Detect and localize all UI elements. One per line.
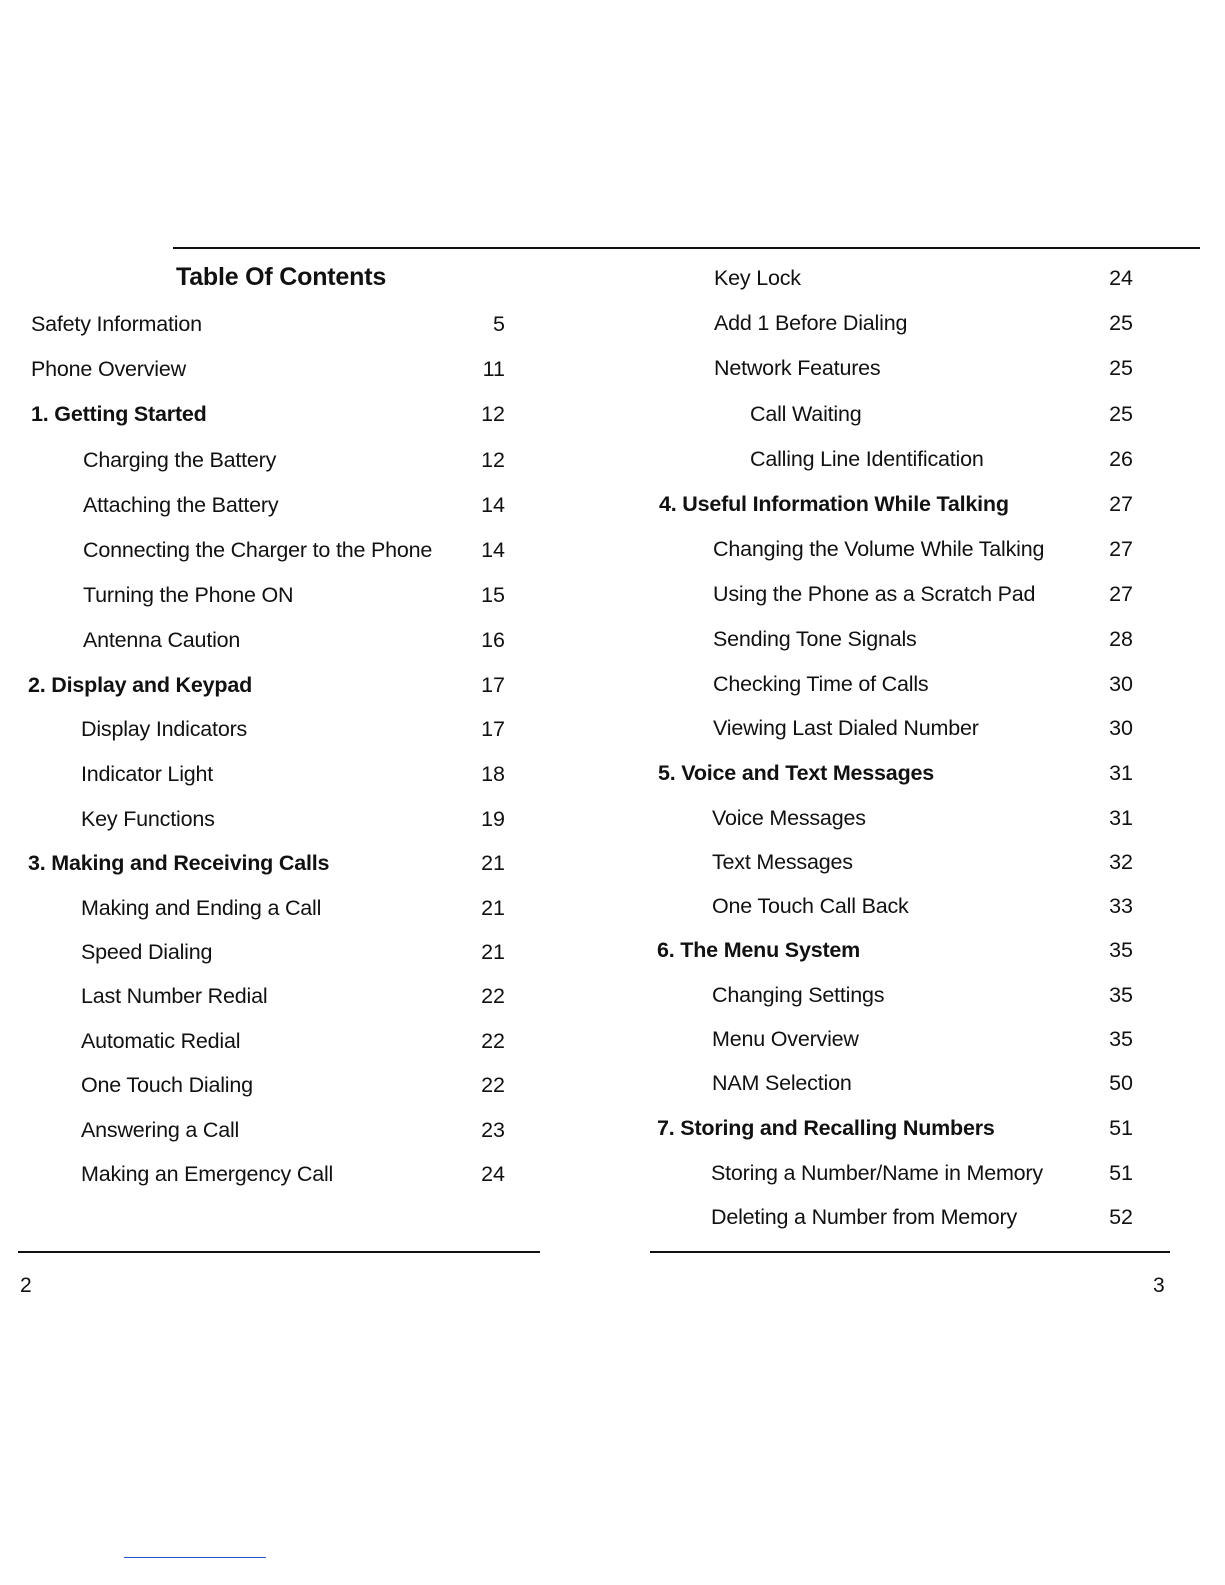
toc-left-entry-page-number: 22	[481, 1073, 505, 1097]
page-number-right: 3	[1153, 1274, 1165, 1297]
toc-right-entry-title: Text Messages	[712, 850, 853, 874]
toc-left-entry-title: Charging the Battery	[83, 448, 277, 472]
toc-right-entry-page-number: 25	[1109, 311, 1133, 335]
toc-right-entry-page-number: 52	[1109, 1205, 1133, 1229]
toc-right-entry-page-number: 24	[1109, 266, 1133, 290]
bottom-rule-right	[650, 1251, 1170, 1253]
toc-right-entry-page-number: 32	[1109, 850, 1133, 874]
toc-title: Table Of Contents	[176, 263, 387, 291]
toc-left-entry-title: Making an Emergency Call	[81, 1162, 334, 1186]
toc-right-entry-title: NAM Selection	[712, 1071, 852, 1095]
toc-left-entry-title: One Touch Dialing	[81, 1073, 253, 1097]
toc-right-entry-title: Menu Overview	[712, 1027, 859, 1051]
toc-right-entry-page-number: 33	[1109, 894, 1133, 918]
toc-left-entry-page-number: 23	[481, 1118, 505, 1142]
toc-left-entry-page-number: 21	[481, 851, 505, 875]
toc-right-entry-page-number: 26	[1109, 447, 1133, 471]
toc-left-entry-page-number: 21	[481, 896, 505, 920]
toc-right-entry-title: Deleting a Number from Memory	[711, 1205, 1018, 1229]
toc-right-entry-title: Changing the Volume While Talking	[713, 537, 1045, 561]
toc-right-entry-title: Network Features	[714, 356, 881, 380]
toc-right-entry-title: Viewing Last Dialed Number	[713, 716, 979, 740]
scan-edge-line	[124, 1557, 266, 1558]
toc-left-entry-page-number: 12	[481, 402, 505, 426]
toc-right-entry-page-number: 25	[1109, 402, 1133, 426]
toc-left-entry-title: Antenna Caution	[83, 628, 241, 652]
toc-left-entry-page-number: 14	[481, 493, 505, 517]
toc-left-entry-title: 1. Getting Started	[31, 402, 207, 426]
toc-left-entry-title: Phone Overview	[31, 357, 186, 381]
toc-right-entry-title: Key Lock	[714, 266, 801, 290]
toc-left-entry-page-number: 16	[481, 628, 505, 652]
toc-left-entry-title: Making and Ending a Call	[81, 896, 322, 920]
toc-right-entry-page-number: 30	[1109, 672, 1133, 696]
page-number-left: 2	[20, 1274, 32, 1297]
toc-left-entry-title: Automatic Redial	[81, 1029, 241, 1053]
toc-right-entry-page-number: 27	[1109, 582, 1133, 606]
toc-left-entry-page-number: 15	[481, 583, 505, 607]
toc-left-entry-page-number: 5	[493, 312, 505, 336]
toc-right-entry-title: Call Waiting	[750, 402, 862, 426]
toc-right-entry-page-number: 31	[1109, 806, 1133, 830]
toc-right-entry-title: 5. Voice and Text Messages	[658, 761, 935, 785]
toc-left-entry-title: Answering a Call	[81, 1118, 240, 1142]
toc-right-entry-title: 4. Useful Information While Talking	[659, 492, 1009, 516]
toc-right-entry-title: 7. Storing and Recalling Numbers	[657, 1116, 995, 1140]
toc-left-entry-page-number: 12	[481, 448, 505, 472]
toc-left-entry-page-number: 24	[481, 1162, 505, 1186]
toc-right-entry-page-number: 35	[1109, 938, 1133, 962]
toc-left-entry-page-number: 18	[481, 762, 505, 786]
toc-right-entry-page-number: 51	[1109, 1116, 1133, 1140]
toc-right-entry-title: Add 1 Before Dialing	[714, 311, 908, 335]
toc-right-entry-page-number: 30	[1109, 716, 1133, 740]
toc-right-entry-page-number: 28	[1109, 627, 1133, 651]
toc-left-entry-page-number: 21	[481, 940, 505, 964]
toc-left-entry-title: Connecting the Charger to the Phone	[83, 538, 433, 562]
toc-right-entry-page-number: 35	[1109, 983, 1133, 1007]
toc-right-entry-title: One Touch Call Back	[712, 894, 909, 918]
bottom-rule-left	[18, 1251, 540, 1253]
toc-left-entry-title: 3. Making and Receiving Calls	[28, 851, 330, 875]
toc-left-entry-page-number: 11	[482, 357, 505, 381]
toc-left-entry-title: Key Functions	[81, 807, 215, 831]
toc-right-entry-page-number: 35	[1109, 1027, 1133, 1051]
toc-right-entry-title: Calling Line Identification	[750, 447, 984, 471]
toc-right-entry-title: 6. The Menu System	[657, 938, 861, 962]
toc-left-entry-title: Last Number Redial	[81, 984, 268, 1008]
toc-left-entry-title: Safety Information	[31, 312, 202, 336]
toc-right-entry-page-number: 31	[1109, 761, 1133, 785]
toc-left-entry-title: Indicator Light	[81, 762, 214, 786]
toc-right-entry-page-number: 51	[1109, 1161, 1133, 1185]
toc-right-entry-page-number: 50	[1109, 1071, 1133, 1095]
toc-right-entry-page-number: 27	[1109, 537, 1133, 561]
toc-right-entry-title: Changing Settings	[712, 983, 885, 1007]
toc-left-entry-title: Attaching the Battery	[83, 493, 279, 517]
toc-right-entry-title: Storing a Number/Name in Memory	[711, 1161, 1043, 1185]
toc-right-entry-title: Sending Tone Signals	[713, 627, 917, 651]
toc-left-entry-title: Speed Dialing	[81, 940, 213, 964]
toc-left-entry-title: 2. Display and Keypad	[28, 673, 253, 697]
toc-right-entry-page-number: 25	[1109, 356, 1133, 380]
toc-right-entry-title: Voice Messages	[712, 806, 866, 830]
toc-left-entry-title: Turning the Phone ON	[83, 583, 294, 607]
toc-left-entry-page-number: 14	[481, 538, 505, 562]
toc-left-entry-title: Display Indicators	[81, 717, 248, 741]
toc-right-entry-title: Using the Phone as a Scratch Pad	[713, 582, 1036, 606]
toc-left-entry-page-number: 22	[481, 984, 505, 1008]
toc-left-entry-page-number: 17	[481, 673, 505, 697]
toc-right-entry-title: Checking Time of Calls	[713, 672, 929, 696]
toc-left-entry-page-number: 17	[481, 717, 505, 741]
top-rule	[173, 247, 1200, 249]
toc-right-entry-page-number: 27	[1109, 492, 1133, 516]
toc-left-entry-page-number: 19	[481, 807, 505, 831]
toc-left-entry-page-number: 22	[481, 1029, 505, 1053]
